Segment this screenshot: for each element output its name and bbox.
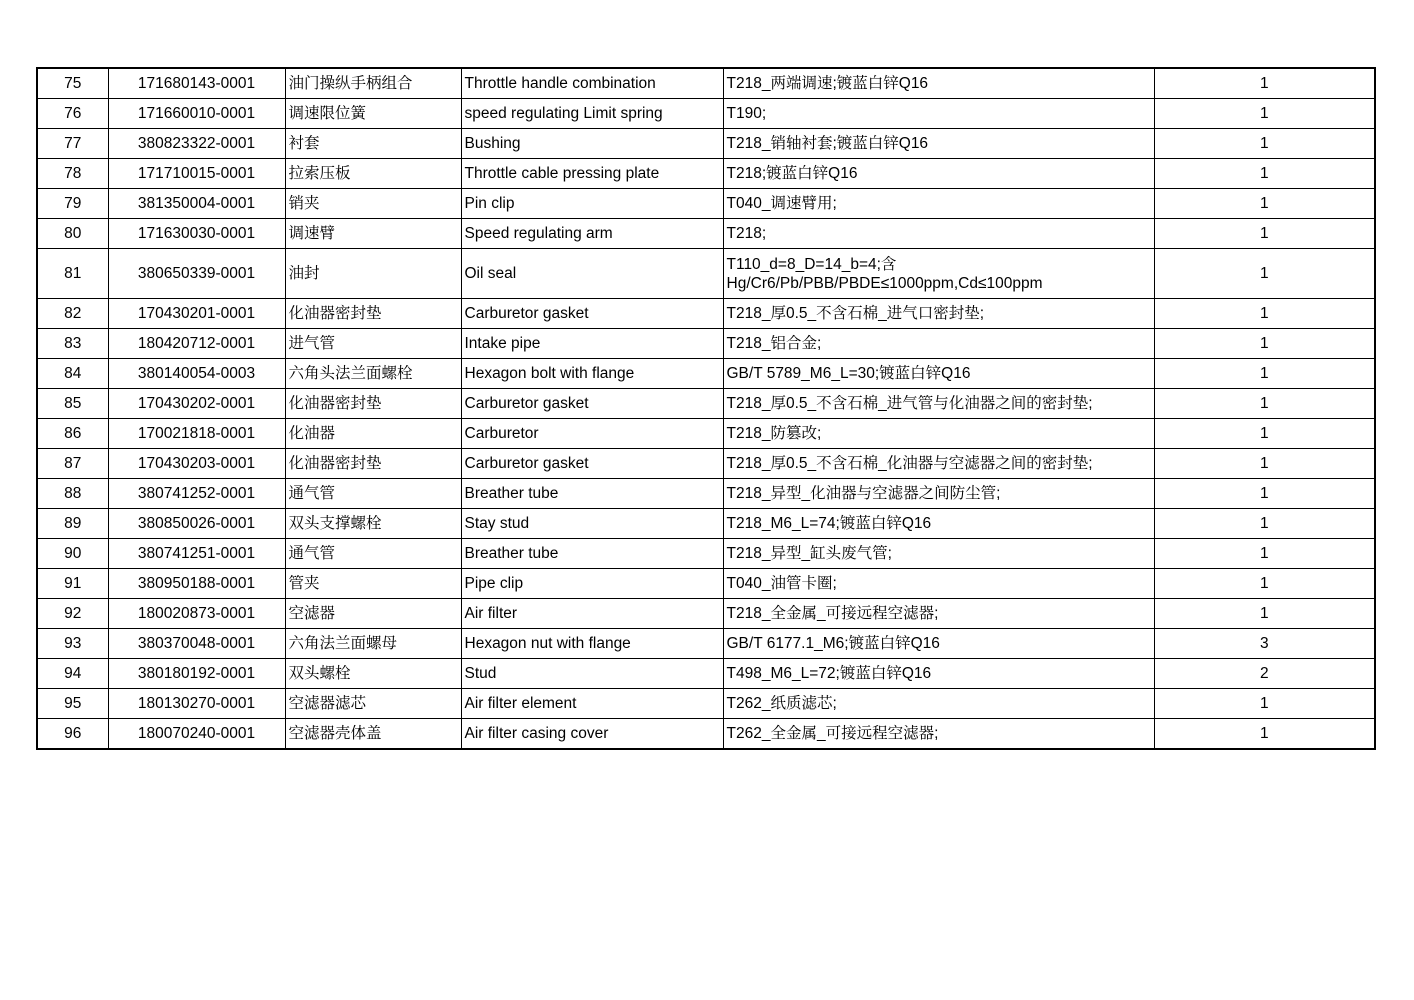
part-code-cell: 171630030-0001	[108, 219, 285, 249]
chinese-name-cell: 化油器	[285, 419, 461, 449]
item-number-cell: 96	[37, 719, 108, 750]
specification-cell: T040_油管卡圈;	[723, 569, 1154, 599]
specification-cell: T218_异型_化油器与空滤器之间防尘管;	[723, 479, 1154, 509]
table-row	[37, 249, 1375, 299]
table-row	[37, 539, 1375, 569]
part-code-cell: 170430201-0001	[108, 299, 285, 329]
part-code-cell: 180130270-0001	[108, 689, 285, 719]
specification-cell: T218_铝合金;	[723, 329, 1154, 359]
quantity-cell: 1	[1154, 189, 1375, 219]
quantity-cell: 1	[1154, 99, 1375, 129]
part-code-cell: 180420712-0001	[108, 329, 285, 359]
part-code-cell: 171660010-0001	[108, 99, 285, 129]
item-number-cell: 84	[37, 359, 108, 389]
specification-cell: GB/T 5789_M6_L=30;镀蓝白锌Q16	[723, 359, 1154, 389]
chinese-name-cell: 调速限位簧	[285, 99, 461, 129]
chinese-name-cell: 管夹	[285, 569, 461, 599]
quantity-cell: 1	[1154, 449, 1375, 479]
english-name-cell: Speed regulating arm	[461, 219, 723, 249]
english-name-cell: Bushing	[461, 129, 723, 159]
table-row	[37, 219, 1375, 249]
chinese-name-cell: 化油器密封垫	[285, 389, 461, 419]
table-row	[37, 189, 1375, 219]
part-code-cell: 171710015-0001	[108, 159, 285, 189]
item-number-cell: 93	[37, 629, 108, 659]
table-row	[37, 129, 1375, 159]
item-number-cell: 87	[37, 449, 108, 479]
chinese-name-cell: 拉索压板	[285, 159, 461, 189]
specification-cell: T190;	[723, 99, 1154, 129]
specification-cell: T218_两端调速;镀蓝白锌Q16	[723, 68, 1154, 99]
item-number-cell: 94	[37, 659, 108, 689]
part-code-cell: 380850026-0001	[108, 509, 285, 539]
specification-cell: T218_全金属_可接远程空滤器;	[723, 599, 1154, 629]
specification-cell: T218_M6_L=74;镀蓝白锌Q16	[723, 509, 1154, 539]
english-name-cell: Air filter	[461, 599, 723, 629]
chinese-name-cell: 空滤器壳体盖	[285, 719, 461, 750]
chinese-name-cell: 进气管	[285, 329, 461, 359]
quantity-cell: 1	[1154, 159, 1375, 189]
specification-cell: GB/T 6177.1_M6;镀蓝白锌Q16	[723, 629, 1154, 659]
english-name-cell: Hexagon nut with flange	[461, 629, 723, 659]
table-row	[37, 479, 1375, 509]
table-row	[37, 419, 1375, 449]
quantity-cell: 1	[1154, 359, 1375, 389]
part-code-cell: 380741252-0001	[108, 479, 285, 509]
specification-cell: T218_防篡改;	[723, 419, 1154, 449]
quantity-cell: 1	[1154, 68, 1375, 99]
chinese-name-cell: 销夹	[285, 189, 461, 219]
chinese-name-cell: 油门操纵手柄组合	[285, 68, 461, 99]
specification-cell: T218_销轴衬套;镀蓝白锌Q16	[723, 129, 1154, 159]
item-number-cell: 85	[37, 389, 108, 419]
chinese-name-cell: 空滤器滤芯	[285, 689, 461, 719]
specification-cell: T218;镀蓝白锌Q16	[723, 159, 1154, 189]
specification-cell: T218_异型_缸头废气管;	[723, 539, 1154, 569]
quantity-cell: 1	[1154, 539, 1375, 569]
item-number-cell: 86	[37, 419, 108, 449]
part-code-cell: 380741251-0001	[108, 539, 285, 569]
specification-cell: T218;	[723, 219, 1154, 249]
table-row	[37, 689, 1375, 719]
chinese-name-cell: 空滤器	[285, 599, 461, 629]
item-number-cell: 77	[37, 129, 108, 159]
specification-cell: T218_厚0.5_不含石棉_化油器与空滤器之间的密封垫;	[723, 449, 1154, 479]
table-row	[37, 99, 1375, 129]
part-code-cell: 170430203-0001	[108, 449, 285, 479]
english-name-cell: Oil seal	[461, 249, 723, 299]
part-code-cell: 380370048-0001	[108, 629, 285, 659]
chinese-name-cell: 调速臂	[285, 219, 461, 249]
english-name-cell: Air filter casing cover	[461, 719, 723, 750]
quantity-cell: 1	[1154, 599, 1375, 629]
table-row	[37, 329, 1375, 359]
chinese-name-cell: 六角法兰面螺母	[285, 629, 461, 659]
part-code-cell: 380140054-0003	[108, 359, 285, 389]
part-code-cell: 170021818-0001	[108, 419, 285, 449]
chinese-name-cell: 六角头法兰面螺栓	[285, 359, 461, 389]
table-row	[37, 299, 1375, 329]
table-row	[37, 359, 1375, 389]
english-name-cell: Stay stud	[461, 509, 723, 539]
parts-table-body	[37, 68, 1375, 749]
quantity-cell: 1	[1154, 689, 1375, 719]
english-name-cell: Breather tube	[461, 539, 723, 569]
item-number-cell: 81	[37, 249, 108, 299]
specification-cell: T040_调速臂用;	[723, 189, 1154, 219]
quantity-cell: 1	[1154, 389, 1375, 419]
item-number-cell: 88	[37, 479, 108, 509]
table-row	[37, 599, 1375, 629]
table-row	[37, 389, 1375, 419]
table-row	[37, 509, 1375, 539]
quantity-cell: 1	[1154, 249, 1375, 299]
item-number-cell: 89	[37, 509, 108, 539]
english-name-cell: Hexagon bolt with flange	[461, 359, 723, 389]
item-number-cell: 90	[37, 539, 108, 569]
english-name-cell: Throttle cable pressing plate	[461, 159, 723, 189]
english-name-cell: Carburetor gasket	[461, 389, 723, 419]
item-number-cell: 76	[37, 99, 108, 129]
table-row	[37, 159, 1375, 189]
english-name-cell: Carburetor	[461, 419, 723, 449]
english-name-cell: Throttle handle combination	[461, 68, 723, 99]
item-number-cell: 95	[37, 689, 108, 719]
chinese-name-cell: 双头螺栓	[285, 659, 461, 689]
english-name-cell: Pin clip	[461, 189, 723, 219]
english-name-cell: Carburetor gasket	[461, 299, 723, 329]
chinese-name-cell: 通气管	[285, 479, 461, 509]
english-name-cell: speed regulating Limit spring	[461, 99, 723, 129]
quantity-cell: 3	[1154, 629, 1375, 659]
chinese-name-cell: 通气管	[285, 539, 461, 569]
quantity-cell: 1	[1154, 509, 1375, 539]
item-number-cell: 78	[37, 159, 108, 189]
part-code-cell: 380823322-0001	[108, 129, 285, 159]
english-name-cell: Carburetor gasket	[461, 449, 723, 479]
specification-cell: T218_厚0.5_不含石棉_进气口密封垫;	[723, 299, 1154, 329]
quantity-cell: 1	[1154, 479, 1375, 509]
table-row	[37, 629, 1375, 659]
table-row	[37, 659, 1375, 689]
part-code-cell: 171680143-0001	[108, 68, 285, 99]
quantity-cell: 1	[1154, 569, 1375, 599]
part-code-cell: 380950188-0001	[108, 569, 285, 599]
item-number-cell: 92	[37, 599, 108, 629]
specification-cell: T498_M6_L=72;镀蓝白锌Q16	[723, 659, 1154, 689]
english-name-cell: Intake pipe	[461, 329, 723, 359]
chinese-name-cell: 衬套	[285, 129, 461, 159]
table-row	[37, 569, 1375, 599]
item-number-cell: 75	[37, 68, 108, 99]
specification-cell: T110_d=8_D=14_b=4;含Hg/Cr6/Pb/PBB/PBDE≤1000ppm,Cd≤100ppm	[723, 249, 1154, 299]
chinese-name-cell: 油封	[285, 249, 461, 299]
chinese-name-cell: 双头支撑螺栓	[285, 509, 461, 539]
english-name-cell: Air filter element	[461, 689, 723, 719]
parts-list-page	[36, 67, 1374, 750]
item-number-cell: 83	[37, 329, 108, 359]
english-name-cell: Stud	[461, 659, 723, 689]
part-code-cell: 380650339-0001	[108, 249, 285, 299]
quantity-cell: 2	[1154, 659, 1375, 689]
part-code-cell: 380180192-0001	[108, 659, 285, 689]
chinese-name-cell: 化油器密封垫	[285, 299, 461, 329]
item-number-cell: 79	[37, 189, 108, 219]
part-code-cell: 170430202-0001	[108, 389, 285, 419]
table-row	[37, 719, 1375, 750]
part-code-cell: 180020873-0001	[108, 599, 285, 629]
specification-cell: T262_全金属_可接远程空滤器;	[723, 719, 1154, 750]
table-row	[37, 68, 1375, 99]
item-number-cell: 91	[37, 569, 108, 599]
chinese-name-cell: 化油器密封垫	[285, 449, 461, 479]
quantity-cell: 1	[1154, 419, 1375, 449]
quantity-cell: 1	[1154, 719, 1375, 750]
quantity-cell: 1	[1154, 219, 1375, 249]
table-row	[37, 449, 1375, 479]
quantity-cell: 1	[1154, 129, 1375, 159]
part-code-cell: 180070240-0001	[108, 719, 285, 750]
part-code-cell: 381350004-0001	[108, 189, 285, 219]
english-name-cell: Pipe clip	[461, 569, 723, 599]
english-name-cell: Breather tube	[461, 479, 723, 509]
item-number-cell: 82	[37, 299, 108, 329]
parts-table	[36, 67, 1376, 750]
specification-cell: T262_纸质滤芯;	[723, 689, 1154, 719]
item-number-cell: 80	[37, 219, 108, 249]
quantity-cell: 1	[1154, 299, 1375, 329]
specification-cell: T218_厚0.5_不含石棉_进气管与化油器之间的密封垫;	[723, 389, 1154, 419]
quantity-cell: 1	[1154, 329, 1375, 359]
